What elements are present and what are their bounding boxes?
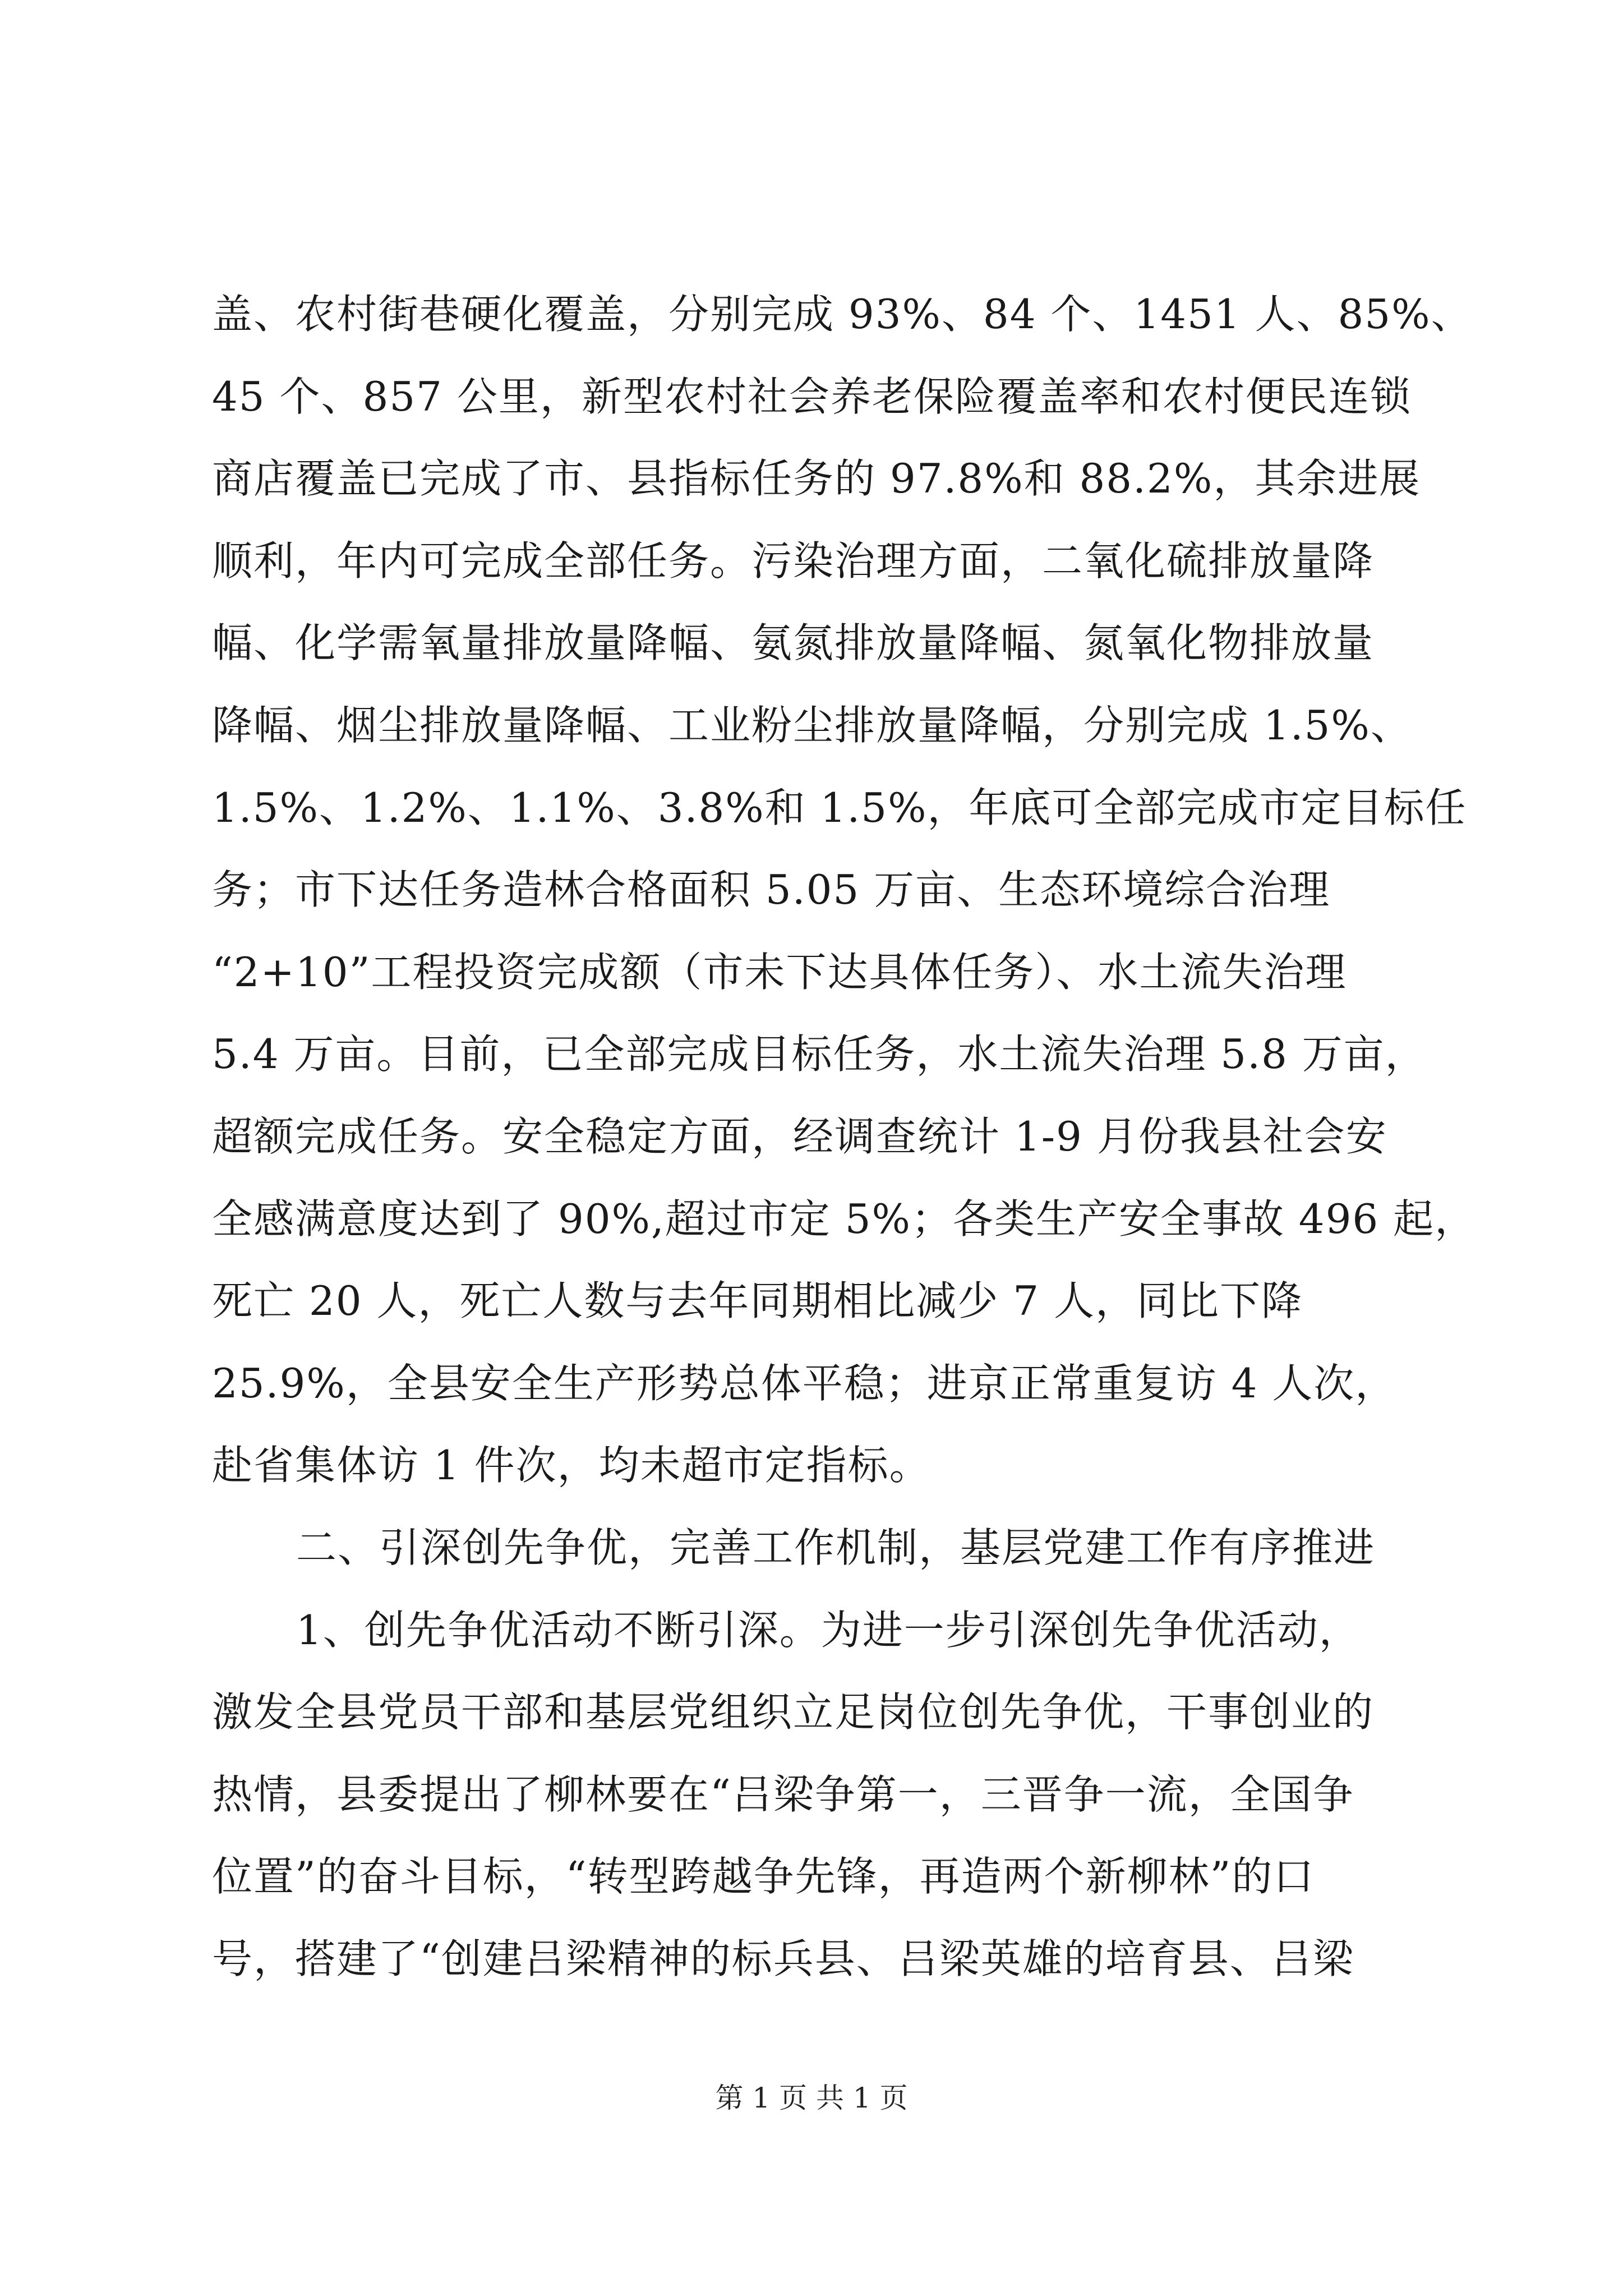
text-line: 25.9%，全县安全生产形势总体平稳；进京正常重复访 4 人次， (212, 1360, 1397, 1407)
text-line: 死亡 20 人，死亡人数与去年同期相比减少 7 人，同比下降 (212, 1277, 1303, 1324)
page-number-footer: 第 1 页 共 1 页 (715, 2082, 908, 2114)
text-line: 激发全县党员干部和基层党组织立足岗位创先争优，干事创业的 (212, 1688, 1375, 1736)
text-line: 务；市下达任务造林合格面积 5.05 万亩、生态环境综合治理 (212, 866, 1331, 913)
text-line: 1.5%、1.2%、1.1%、3.8%和 1.5%，年底可全部完成市定目标任 (212, 784, 1467, 831)
section-heading: 二、引深创先争优，完善工作机制，基层党建工作有序推进 (296, 1524, 1376, 1571)
text-line: 赴省集体访 1 件次，均未超市定指标。 (212, 1442, 931, 1489)
text-line: 全感满意度达到了 90%,超过市定 5%；各类生产安全事故 496 起， (212, 1195, 1477, 1243)
text-line: 降幅、烟尘排放量降幅、工业粉尘排放量降幅，分别完成 1.5%、 (212, 702, 1412, 749)
text-line: 5.4 万亩。目前，已全部完成目标任务，水土流失治理 5.8 万亩， (212, 1030, 1427, 1078)
text-line: “2+10”工程投资完成额（市未下达具体任务）、水土流失治理 (212, 949, 1347, 996)
text-line: 商店覆盖已完成了市、县指标任务的 97.8%和 88.2%，其余进展 (212, 455, 1421, 502)
text-line: 盖、农村街巷硬化覆盖，分别完成 93%、84 个、1451 人、85%、 (212, 291, 1473, 338)
text-line: 幅、化学需氧量排放量降幅、氨氮排放量降幅、氮氧化物排放量 (212, 619, 1375, 666)
text-line: 号，搭建了“创建吕梁精神的标兵县、吕梁英雄的培育县、吕梁 (212, 1935, 1354, 1982)
text-line: 超额完成任务。安全稳定方面，经调查统计 1-9 月份我县社会安 (212, 1113, 1387, 1160)
text-line: 顺利，年内可完成全部任务。污染治理方面，二氧化硫排放量降 (212, 537, 1375, 585)
text-line: 位置”的奋斗目标，“转型跨越争先锋，再造两个新柳林”的口 (212, 1853, 1315, 1900)
text-line: 45 个、857 公里，新型农村社会养老保险覆盖率和农村便民连锁 (212, 373, 1412, 420)
text-line: 热情，县委提出了柳林要在“吕梁争第一，三晋争一流，全国争 (212, 1771, 1354, 1818)
paragraph-first-line: 1、创先争优活动不断引深。为进一步引深创先争优活动， (296, 1607, 1361, 1654)
